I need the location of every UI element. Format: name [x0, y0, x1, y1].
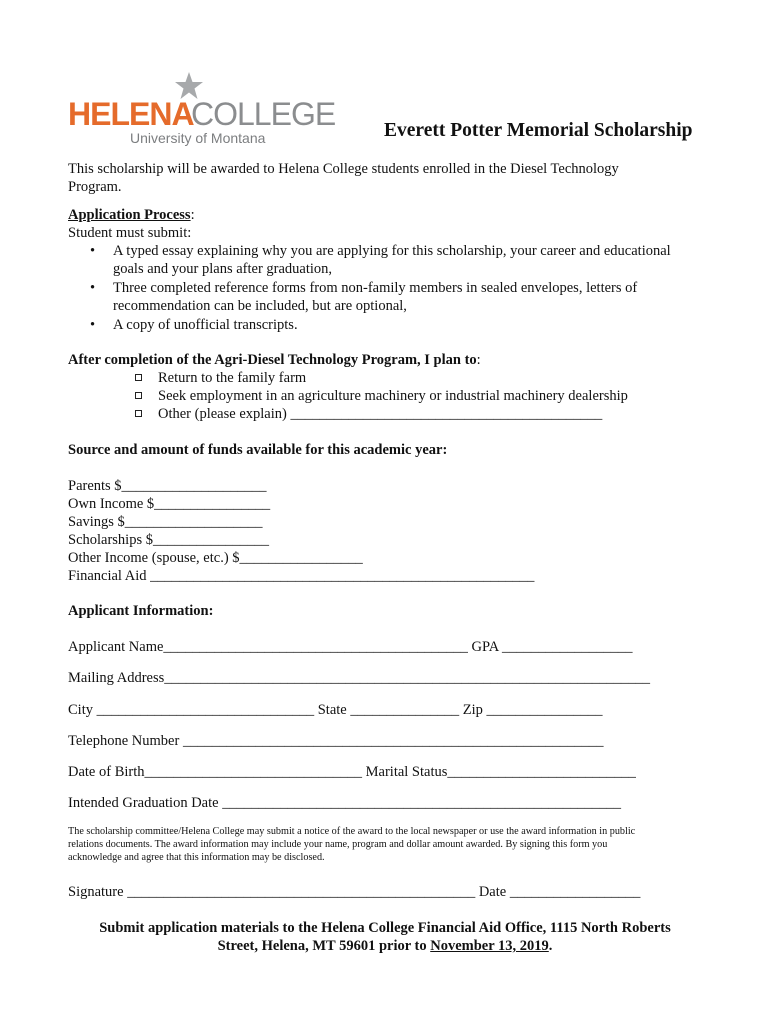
must-submit-label: Student must submit: — [68, 225, 192, 241]
signature-date-field[interactable]: Signature ________________________________________________ Date __________________ — [68, 884, 641, 900]
intro-line-2: Program. — [68, 179, 122, 195]
bullet-1-line-2: goals and your plans after graduation, — [113, 261, 333, 277]
mailing-address-field[interactable]: Mailing Address___________________________________________________________________ — [68, 670, 651, 686]
funds-scholarships-field[interactable]: Scholarships $________________ — [68, 532, 269, 548]
option-employment: Seek employment in an agriculture machinery or industrial machinery dealership — [158, 388, 628, 404]
dob-marital-field[interactable]: Date of Birth______________________________ Marital Status__________________________ — [68, 764, 636, 780]
option-other-field[interactable]: Other (please explain) ___________________________________________ — [158, 406, 603, 422]
funds-financial-aid-field[interactable]: Financial Aid _____________________________________________________ — [68, 568, 535, 584]
submission-deadline: November 13, 2019 — [430, 938, 549, 954]
funds-own-income-field[interactable]: Own Income $________________ — [68, 496, 271, 512]
city-state-zip-field[interactable]: City ______________________________ State _______________ Zip ________________ — [68, 702, 603, 718]
notice-line-3: acknowledge and agree that this information may be disclosed. — [68, 852, 325, 863]
logo-college-text: COLLEGE — [191, 96, 336, 132]
bullet-1-line-1: A typed essay explaining why you are applying for this scholarship, your career and educational — [113, 243, 671, 259]
bullet-2-line-2: recommendation can be included, but are optional, — [113, 298, 407, 314]
logo-university-text: University of Montana — [130, 130, 266, 146]
checkbox-icon[interactable] — [135, 410, 142, 417]
application-heading — [68, 206, 195, 224]
plan-heading-text: After completion of the Agri-Diesel Technology Program, I plan to — [68, 352, 477, 368]
checkbox-family-farm[interactable] — [135, 369, 142, 387]
option-family-farm: Return to the family farm — [158, 370, 307, 386]
bullet-icon: • — [90, 243, 96, 259]
applicant-heading: Applicant Information: — [68, 603, 214, 619]
notice-line-2: relations documents. The award information may include your name, program and dollar amount awarded. By signing this form you — [68, 839, 608, 850]
submit-line-1: Submit application materials to the Helena College Financial Aid Office, 1115 North Roberts — [99, 920, 671, 936]
submit-line-2-prefix: Street, Helena, MT 59601 prior to — [217, 938, 431, 954]
logo-helena-text: HELENA — [68, 96, 194, 132]
bullet-icon: • — [90, 280, 96, 296]
intro-line-1: This scholarship will be awarded to Helena College students enrolled in the Diesel Technology — [68, 161, 619, 177]
checkbox-other[interactable] — [135, 405, 142, 423]
checkbox-icon[interactable] — [135, 374, 142, 381]
checkbox-employment[interactable] — [135, 387, 142, 405]
funds-other-income-field[interactable]: Other Income (spouse, etc.) $_________________ — [68, 550, 363, 566]
funds-savings-field[interactable]: Savings $___________________ — [68, 514, 263, 530]
funds-heading: Source and amount of funds available for this academic year: — [68, 442, 448, 458]
plan-heading-colon: : — [476, 352, 481, 368]
submit-line-2 — [0, 937, 770, 955]
bullet-3-line-1: A copy of unofficial transcripts. — [113, 317, 298, 333]
bullet-2-line-1: Three completed reference forms from non-family members in sealed envelopes, letters of — [113, 280, 638, 296]
bullet-icon: • — [90, 317, 96, 333]
applicant-name-gpa-field[interactable]: Applicant Name__________________________________________ GPA __________________ — [68, 639, 633, 655]
funds-parents-field[interactable]: Parents $____________________ — [68, 478, 267, 494]
graduation-date-field[interactable]: Intended Graduation Date _______________________________________________________ — [68, 795, 621, 811]
notice-line-1: The scholarship committee/Helena College may submit a notice of the award to the local newspaper or use the award information in public — [68, 826, 636, 837]
helena-college-logo — [68, 72, 336, 147]
application-heading-colon: : — [190, 207, 195, 223]
page-title: Everett Potter Memorial Scholarship — [384, 120, 693, 141]
submit-line-2-suffix: . — [548, 938, 553, 954]
application-heading-text: Application Process — [68, 207, 191, 223]
checkbox-icon[interactable] — [135, 392, 142, 399]
plan-heading — [68, 351, 481, 369]
telephone-field[interactable]: Telephone Number __________________________________________________________ — [68, 733, 604, 749]
